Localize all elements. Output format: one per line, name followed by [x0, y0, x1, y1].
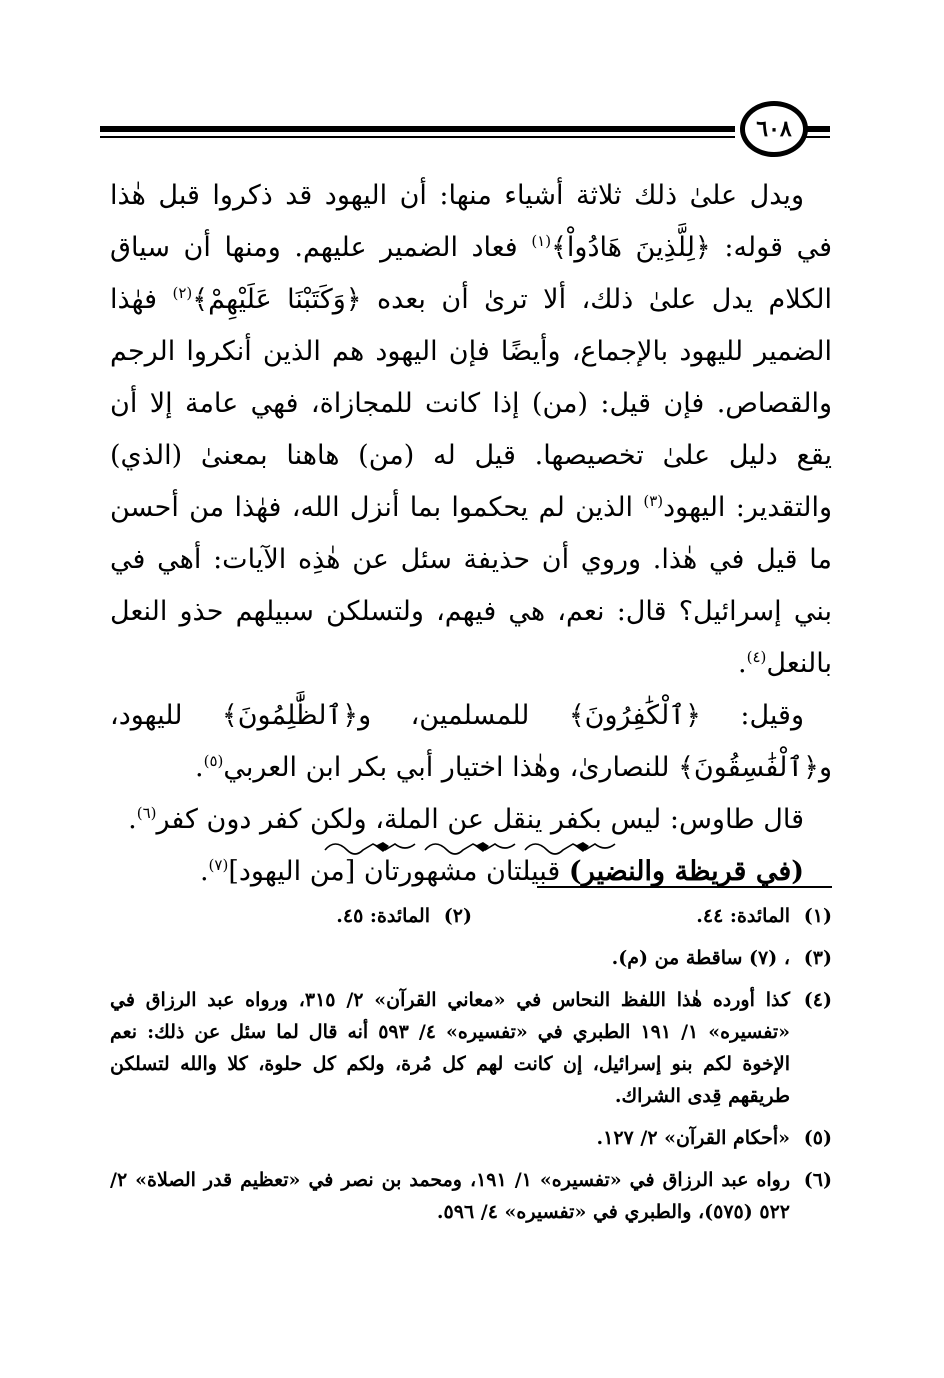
footnote-ref-7[interactable]: (٧): [208, 856, 229, 874]
footnote-6: (٦) رواه عبد الرزاق في «تفسيره» ١/ ١٩١، ومحمد بن نصر في «تعظيم قدر الصلاة» ٢/ ٥٢٢ (٥٧٥)، والطبري في «تفسيره» ٤/ ٥٩٦.: [110, 1169, 832, 1223]
footnote-5: (٥) «أحكام القرآن» ٢/ ١٢٧.: [596, 1127, 832, 1149]
paragraph-4: (في قريظة والنضير) قبيلتان مشهورتان [من اليهود]$^{(٧)}$.: [199, 856, 804, 887]
footnote-separator: [537, 886, 832, 888]
footnote-3: (٣) ، (٧) ساقطة من (م).: [611, 947, 832, 969]
footnote-ref-6[interactable]: (٦): [136, 804, 157, 822]
header-rule-right-thin: [805, 136, 830, 138]
paragraph-1: ويدل علىٰ ذلك ثلاثة أشياء منها: أن اليهود قد ذكروا قبل هٰذا في قوله: ﴿لِلَّذِينَ هَادُواْ﴾$^{(١)}$ فعاد الضمير عليهم. ومنها أن سياق الكلام يدل علىٰ ذلك، ألا ترىٰ أن بعده ﴿وَكَتَبْنَا عَلَيْهِمْ﴾$^{(٢)}$ فهٰذا الضمير لليهود بالإجماع، وأيضًا فإن اليهود هم الذين أنكروا الرجم والقصاص. فإن قيل: (من) إذا كانت للمجازاة، فهي عامة إلا أن يقع دليل علىٰ تخصيصها. قيل له (من) هاهنا بمعنىٰ (الذي) والتقدير: اليهود$^{(٣)}$ الذين لم يحكموا بما أنزل الله، فهٰذا من أحسن ما قيل في هٰذا. وروي أن حذيفة سئل عن هٰذِه الآيات: أهي في بني إسرائيل؟ قال: نعم، هي فيهم، ولتسلكن سبيلهم حذو النعل بالنعل$^{(٤)}$.: [110, 180, 833, 679]
footnote-2: (٢) المائدة: ٤٥.: [336, 905, 472, 927]
footnote-4: (٤) كذا أورده هٰذا اللفظ النحاس في «معاني القرآن» ٢/ ٣١٥، ورواه عبد الرزاق في «تفسيره» ١/ ١٩١ الطبري في «تفسيره» ٤/ ٥٩٣ أنه قال لما سئل عن ذلك: نعم الإخوة لكم بنو إسرائيل، إن كانت لهم كل مُرة، ولكم كل حلوة، كلا والله لتسلكن طريقهم قِدى الشراك.: [110, 989, 832, 1107]
footnote-ref-3[interactable]: (٣): [643, 492, 664, 510]
footnotes: [110, 900, 832, 1238]
paragraph-2: وقيل: ﴿ٱلْكَٰفِرُونَ﴾ للمسلمين، و﴿ٱلظَّٰلِمُونَ﴾ لليهود، و﴿ٱلْفَٰسِقُونَ﴾ للنصارىٰ، وهٰذا اختيار أبي بكر ابن العربي$^{(٥)}$.: [110, 700, 832, 783]
page-header: [100, 96, 830, 166]
bold-heading: (في قريظة والنضير): [568, 856, 804, 887]
page-number: ٦٠٨: [740, 101, 808, 157]
footnote-ref-4[interactable]: (٤): [746, 648, 767, 666]
header-rule-thick: [100, 126, 735, 132]
section-ornament: [320, 832, 620, 862]
footnote-row: [110, 900, 832, 932]
footnote-ref-1[interactable]: (١): [531, 232, 552, 250]
footnote-ref-2[interactable]: (٢): [172, 284, 193, 302]
header-rule-right-thick: [805, 126, 830, 132]
header-rule-thin: [100, 136, 735, 138]
footnote-1: (١) المائدة: ٤٤.: [696, 905, 832, 927]
main-text: [110, 170, 832, 898]
footnote-ref-5[interactable]: (٥): [203, 752, 224, 770]
paragraph-3: قال طاوس: ليس بكفر ينقل عن الملة، ولكن كفر دون كفر$^{(٦)}$.: [128, 804, 804, 835]
